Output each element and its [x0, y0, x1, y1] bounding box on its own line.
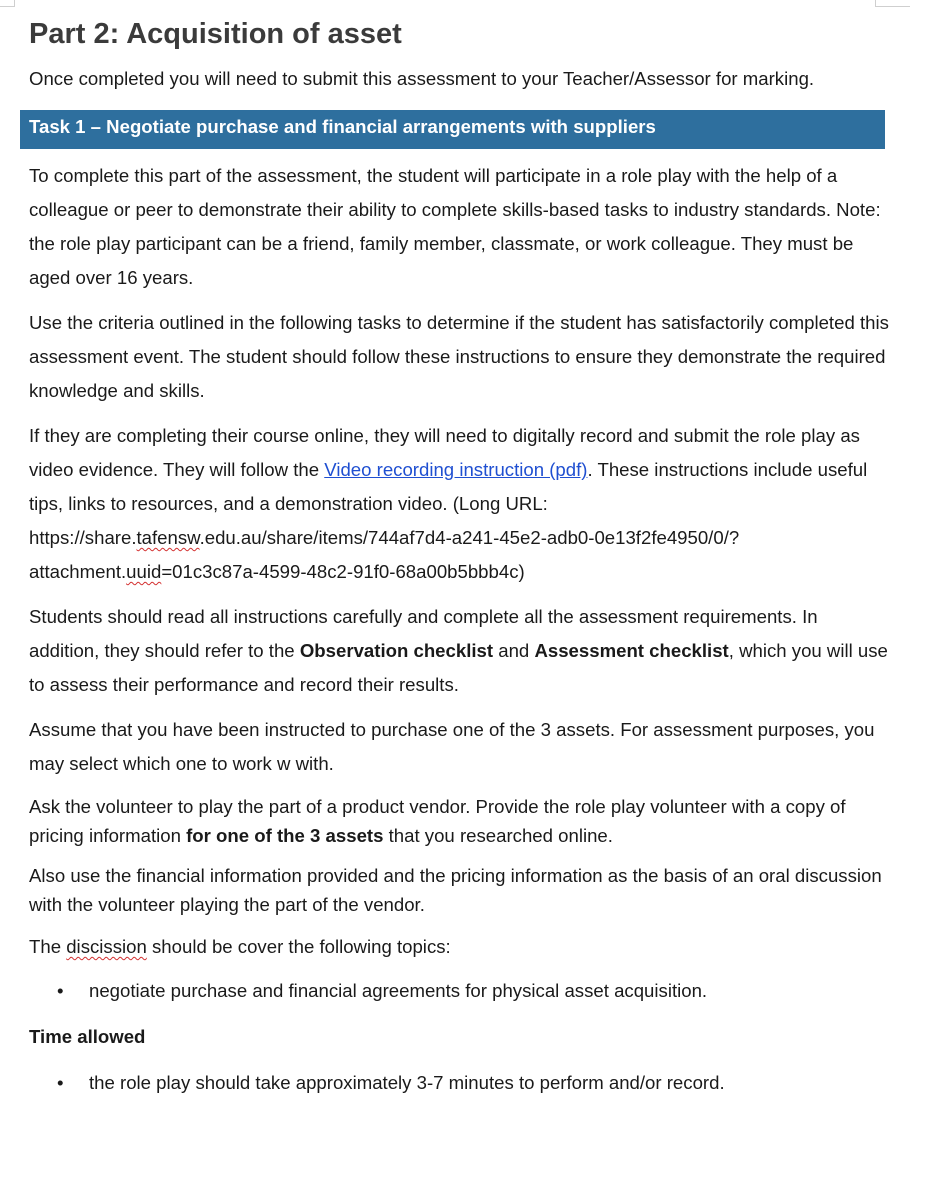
task-header: Task 1 – Negotiate purchase and financial arrangements with suppliers — [20, 110, 885, 149]
paragraph-financial: Also use the financial information provided and the pricing information as the basis of an oral discussion with the volunteer playing the part of the vendor. — [29, 865, 882, 915]
url-segment: .edu.au/share/items/744af7d4-a241-45e2-adb0-0e13f2fe4950/0/?attachment. — [29, 527, 740, 582]
paragraph-instructions — [29, 600, 889, 702]
topics-list — [29, 974, 889, 1008]
bold-text: Assessment checklist — [534, 640, 729, 661]
intro-paragraph: Once completed you will need to submit this assessment to your Teacher/Assessor for marking. — [29, 68, 815, 89]
document-page — [29, 14, 889, 1100]
list-item — [29, 1066, 889, 1100]
paragraph-online — [29, 419, 889, 589]
text-segment: and — [493, 640, 535, 661]
bold-text: for one of the 3 assets — [186, 825, 384, 846]
text-segment: that you researched online. — [383, 825, 613, 846]
list-item-text: negotiate purchase and financial agreements for physical asset acquisition. — [89, 980, 708, 1001]
bold-text: Time allowed — [29, 1026, 146, 1047]
page-corner-mark-right — [875, 0, 910, 7]
text-segment: , which you will use to assess their performance and record their results. — [29, 640, 888, 695]
text-segment: The — [29, 936, 67, 957]
bold-text: Observation checklist — [299, 640, 494, 661]
spellcheck-word: tafensw — [136, 527, 200, 548]
spellcheck-word: discission — [66, 936, 147, 957]
bullet-icon: • — [57, 980, 64, 1001]
url-segment: https://share. — [29, 527, 137, 548]
paragraph-vendor — [29, 792, 889, 850]
time-list — [29, 1066, 889, 1100]
list-item-text: the role play should take approximately 3-7 minutes to perform and/or record. — [89, 1072, 725, 1093]
bullet-icon: • — [57, 1072, 64, 1093]
text-segment: Students should read all instructions carefully and complete all the assessment requirements. In addition, they should refer to the — [29, 606, 818, 661]
spellcheck-word: uuid — [126, 561, 162, 582]
video-instruction-link[interactable]: Video recording instruction (pdf) — [324, 459, 588, 480]
paragraph-assume: Assume that you have been instructed to purchase one of the 3 assets. For assessment purposes, you may select which one to work w with. — [29, 719, 875, 774]
list-item — [29, 974, 889, 1008]
text-segment: . These instructions include useful tips, links to resources, and a demonstration video. (Long URL: — [29, 459, 868, 514]
time-allowed-heading — [29, 1020, 889, 1054]
page-corner-mark-left — [0, 0, 15, 7]
page-title: Part 2: Acquisition of asset — [29, 18, 402, 50]
url-segment: =01c3c87a-4599-48c2-91f0-68a00b5bbb4c) — [161, 561, 525, 582]
paragraph-criteria: Use the criteria outlined in the following tasks to determine if the student has satisfactorily completed this assessment event. The student should follow these instructions to ensure they demonstrate the required knowledge and skills. — [29, 312, 889, 401]
paragraph-discussion — [29, 930, 889, 964]
text-segment: should be cover the following topics: — [146, 936, 451, 957]
text-segment: Ask the volunteer to play the part of a product vendor. Provide the role play volunteer with a copy of pricing information — [29, 796, 846, 846]
paragraph-role-play: To complete this part of the assessment, the student will participate in a role play with the help of a colleague or peer to demonstrate their ability to complete skills-based tasks to industry standards. Note: the role play participant can be a friend, family member, classmate, or work colleague. They must be aged over 16 years. — [29, 165, 881, 288]
text-segment: If they are completing their course online, they will need to digitally record and submit the role play as video evidence. They will follow the — [29, 425, 860, 480]
